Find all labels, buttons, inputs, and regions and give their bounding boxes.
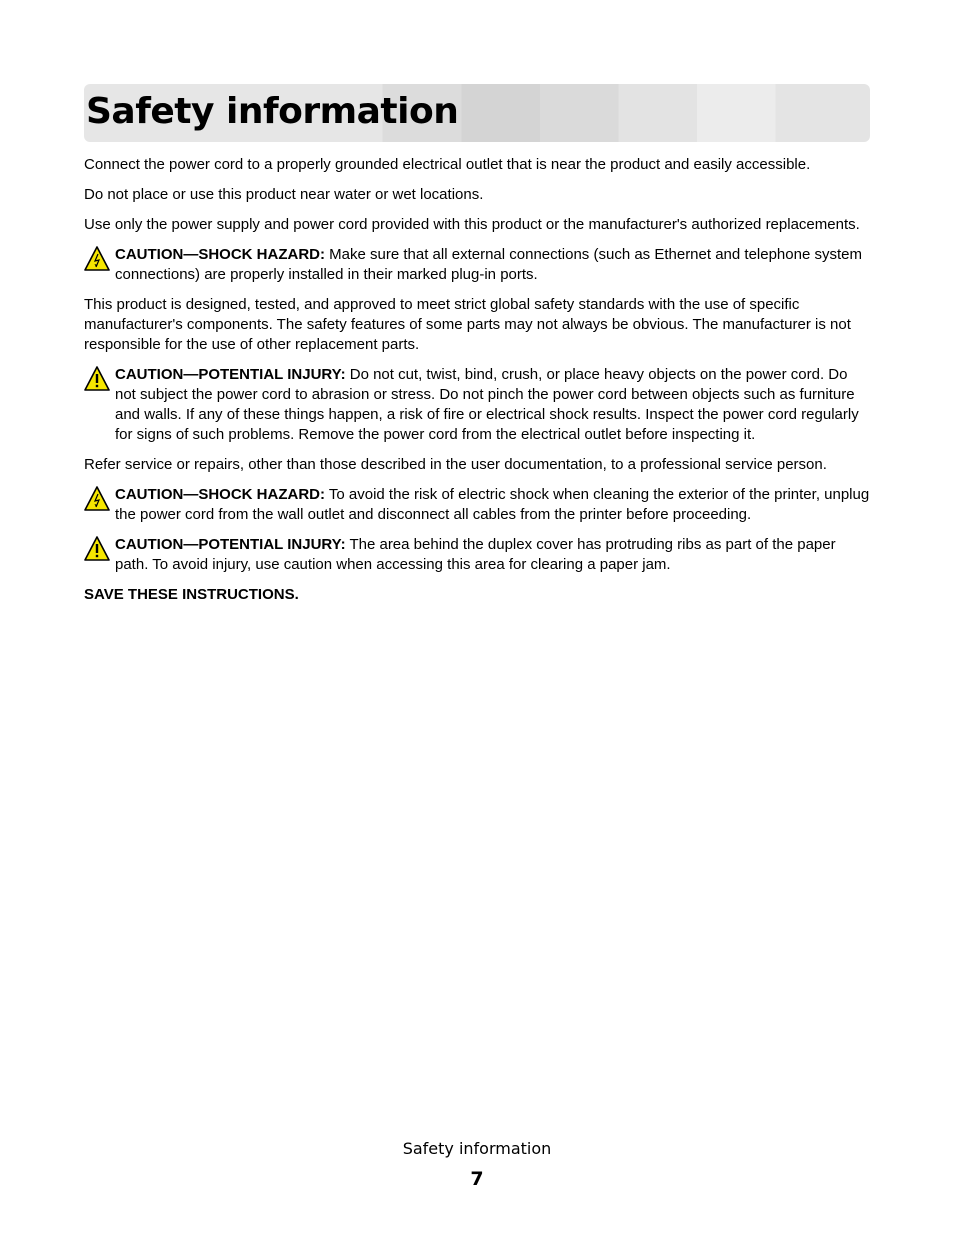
caution-text (115, 365, 870, 445)
shock-hazard-icon (84, 485, 115, 513)
warning-icon (84, 365, 115, 393)
paragraph-service: Refer service or repairs, other than those described in the user documentation, to a professional service person. (84, 456, 827, 473)
caution-label: CAUTION—SHOCK HAZARD: (115, 246, 325, 263)
shock-hazard-icon (84, 245, 115, 273)
caution-text (115, 245, 870, 285)
paragraph-water: Do not place or use this product near water or wet locations. (84, 186, 484, 203)
paragraph-grounded-outlet: Connect the power cord to a properly grounded electrical outlet that is near the product and easily accessible. (84, 156, 811, 173)
save-instructions: SAVE THESE INSTRUCTIONS. (84, 586, 299, 603)
document-page (84, 84, 870, 605)
title-banner (84, 84, 870, 142)
caution-label: CAUTION—POTENTIAL INJURY: (115, 366, 346, 383)
page-title: Safety information (86, 91, 459, 132)
footer-section-title: Safety information (402, 1139, 552, 1158)
caution-body: The area behind the duplex cover has protruding ribs as part of the paper path. To avoid injury, use caution when accessing this area for clearing a paper jam. (115, 536, 836, 573)
document-body (84, 155, 870, 605)
caution-block (84, 365, 870, 445)
page-number: 7 (470, 1168, 484, 1190)
caution-label: CAUTION—POTENTIAL INJURY: (115, 536, 346, 553)
paragraph-power-supply: Use only the power supply and power cord provided with this product or the manufacturer's authorized replacements. (84, 216, 860, 233)
caution-body: To avoid the risk of electric shock when cleaning the exterior of the printer, unplug the power cord from the wall outlet and disconnect all cables from the printer before proceeding. (115, 486, 870, 523)
warning-icon (84, 535, 115, 563)
caution-body: Do not cut, twist, bind, crush, or place heavy objects on the power cord. Do not subject the power cord to abrasion or stress. Do not pinch the power cord between objects such as furniture and walls. If any of these things happen, a risk of fire or electrical shock results. Inspect the power cord regularly for signs of such problems. Remove the power cord from the electrical outlet before inspecting it. (115, 366, 859, 443)
caution-block (84, 535, 870, 575)
caution-text (115, 485, 870, 525)
caution-label: CAUTION—SHOCK HAZARD: (115, 486, 325, 503)
page-footer (0, 1138, 954, 1192)
caution-block (84, 485, 870, 525)
caution-text (115, 535, 870, 575)
caution-block (84, 245, 870, 285)
paragraph-safety-standards: This product is designed, tested, and approved to meet strict global safety standards with the use of specific manufacturer's components. The safety features of some parts may not always be obvious. The manufacturer is not responsible for the use of other replacement parts. (84, 296, 851, 353)
caution-body: Make sure that all external connections (such as Ethernet and telephone system connections) are properly installed in their marked plug-in ports. (115, 246, 862, 283)
